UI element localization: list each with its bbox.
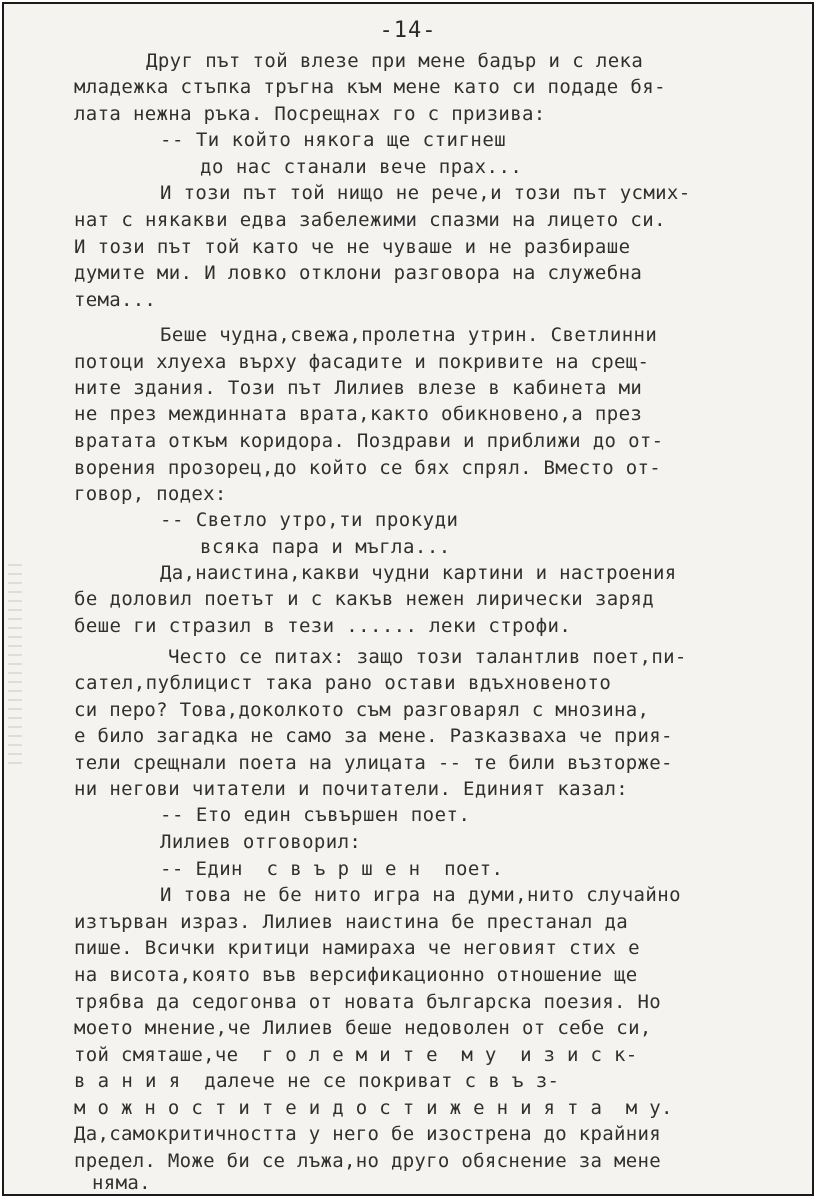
text-line: -- Светло утро,ти прокуди <box>160 509 459 531</box>
text-line: ни негови читатели и почитатели. Единият казал: <box>74 778 629 800</box>
text-line: тема... <box>74 289 157 311</box>
text-line: лата нежна ръка. Посрещнах го с призива: <box>74 103 546 125</box>
text-line: до нас станали вече прах... <box>200 156 523 178</box>
text-line: в а н и я далече не се покриват с в ъ з- <box>74 1070 560 1092</box>
text-line: Често се питах: защо този талантлив поет,пи- <box>168 646 687 668</box>
text-line: Да,наистина,какви чудни картини и настроения <box>160 562 677 584</box>
text-line: м о ж н о с т и т е и д о с т и ж е н и я т а м у. <box>74 1097 673 1119</box>
text-line: Лилиев отговорил: <box>160 831 362 853</box>
text-line: Да,самокритичността у него бе изострена до крайния <box>74 1123 661 1145</box>
text-line: сател,публицист така рано остави вдъхновеното <box>74 672 612 694</box>
text-line: пише. Всички критици намираха че неговият стих е <box>74 937 640 959</box>
document-page <box>2 2 814 1196</box>
text-line: -- Ти който някога ще стигнеш <box>160 129 507 151</box>
text-line: си перо? Това,доколкото съм разговарял с мнозина, <box>74 699 650 721</box>
text-line: няма. <box>92 1172 151 1194</box>
page-number: -14- <box>379 18 437 43</box>
text-line: вратата откъм коридора. Поздрави и приближи до от- <box>74 430 664 452</box>
text-line: И това не бе нито игра на думи,нито случайно <box>160 884 681 906</box>
text-line: младежка стъпка тръгна към мене като си подаде бя- <box>74 76 666 98</box>
text-line: предел. Може би се лъжа,но друго обяснение за мене <box>74 1150 661 1172</box>
text-line: Беше чудна,свежа,пролетна утрин. Светлинни <box>160 324 658 346</box>
text-line: ните здания. Този път Лилиев влезе в кабинета ми <box>74 377 643 399</box>
text-line: нат с някакви едва забележими спазми на лицето си. <box>74 209 666 231</box>
text-line: Друг път той влезе при мене бадър и с лека <box>146 50 644 72</box>
text-line: на висота,която във версификационно отношение ще <box>74 964 638 986</box>
text-line: тели срещнали поета на улицата -- те били възторже- <box>74 752 673 774</box>
text-line: говор, подех: <box>74 483 227 505</box>
text-line: И този път той нищо не рече,и този път усмих- <box>160 182 691 204</box>
text-line: всяка пара и мъгла... <box>200 536 451 558</box>
text-line: И този път той като че не чуваше и не разбираше <box>74 236 631 258</box>
text-line: изтърван израз. Лилиев наистина бе престанал да <box>74 911 629 933</box>
scan-artifact <box>8 564 22 764</box>
text-line: е било загадка не само за мене. Разказваха че прия- <box>74 725 673 747</box>
text-line: той смяташе,че г о л е м и т е м у и з и с к- <box>74 1044 638 1066</box>
text-line: -- Един с в ъ р ш е н поет. <box>160 858 504 880</box>
text-line: не през междинната врата,както обикновено,а през <box>74 403 643 425</box>
text-line: моето мнение,че Лилиев беше недоволен от себе си, <box>74 1017 652 1039</box>
text-line: трябва да седогонва от новата българска поезия. Но <box>74 991 661 1013</box>
text-line: думите ми. И ловко отклони разговора на служебна <box>74 262 643 284</box>
text-line: потоци хлуеха върху фасадите и покривите на срещ- <box>74 351 650 373</box>
text-line: бе доловил поетът и с какъв нежен лирически заряд <box>74 588 655 610</box>
text-line: -- Ето един съвършен поет. <box>160 804 471 826</box>
text-line: ворения прозорец,до който се бях спрял. Вместо от- <box>74 457 661 479</box>
text-line: беше ги стразил в тези ...... леки строфи. <box>74 615 572 637</box>
